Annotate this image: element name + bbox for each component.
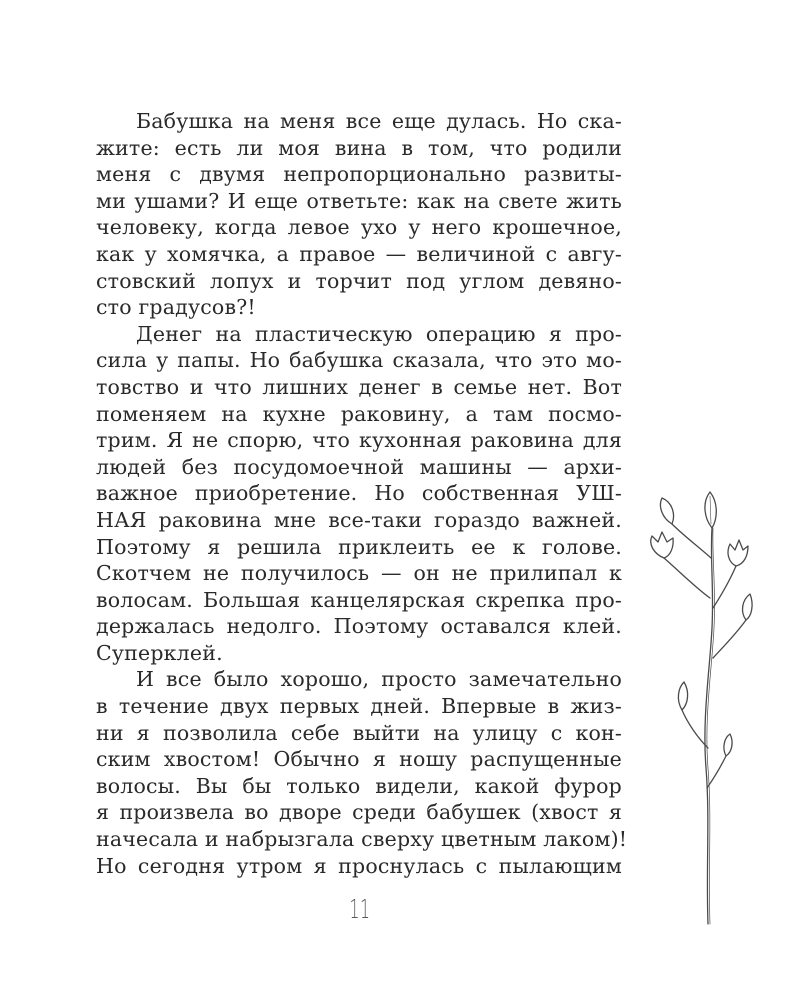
text-line: НАЯ раковина мне все-таки гораздо важней. xyxy=(96,507,622,532)
text-line: в течение двух первых дней. Впервые в жиз- xyxy=(96,694,622,719)
text-line: Денег на пластическую операцию я про- xyxy=(136,321,622,346)
text-line: Скотчем не получилось — он не прилипал к xyxy=(96,561,622,586)
text-line: меня с двумя непропорционально развиты- xyxy=(96,162,622,187)
text-line: как у хомячка, а правое — величиной с авгу- xyxy=(96,241,622,266)
page-number: 11 xyxy=(349,895,371,925)
text-line: поменяем на кухне раковину, а там посмо- xyxy=(96,401,622,426)
text-line: стовский лопух и торчит под углом девяно- xyxy=(96,268,622,293)
text-line: человеку, когда левое ухо у него крошечное, xyxy=(96,215,622,240)
text-line: сто градусов?! xyxy=(96,295,256,320)
text-line: товство и что лишних денег в семье нет. Вот xyxy=(96,374,622,399)
text-line: И все было хорошо, просто замечательно xyxy=(136,667,622,692)
body-text xyxy=(96,108,628,879)
text-line: я произвела во дворе среди бабушек (хвост я xyxy=(96,800,622,825)
text-line: ни я позволила себе выйти на улицу с кон- xyxy=(96,720,622,745)
text-line: Поэтому я решила приклеить ее к голове. xyxy=(96,534,622,559)
text-line: Суперклей. xyxy=(96,640,223,665)
text-line: ским хвостом! Обычно я ношу распущенные xyxy=(96,747,622,772)
text-line: сила у папы. Но бабушка сказала, что это мо- xyxy=(96,348,622,373)
text-line: держалась недолго. Поэтому оставался клей. xyxy=(96,614,622,639)
text-line: Но сегодня утром я проснулась с пылающим xyxy=(96,853,622,878)
flower-stem-icon xyxy=(640,488,760,928)
text-line: волосы. Вы бы только видели, какой фурор xyxy=(96,773,622,798)
text-line: жите: есть ли моя вина в том, что родили xyxy=(96,135,622,160)
text-line: важное приобретение. Но собственная УШ- xyxy=(96,481,622,506)
text-line: Бабушка на меня все еще дулась. Но ска- xyxy=(136,109,622,133)
text-line: людей без посудомоечной машины — архи- xyxy=(96,454,622,479)
text-line: трим. Я не спорю, что кухонная раковина для xyxy=(96,428,622,453)
text-line: волосам. Большая канцелярская скрепка про- xyxy=(96,587,622,612)
text-line: начесала и набрызгала сверху цветным лаком)! xyxy=(96,827,628,852)
text-line: ми ушами? И еще ответьте: как на свете жить xyxy=(96,188,622,213)
